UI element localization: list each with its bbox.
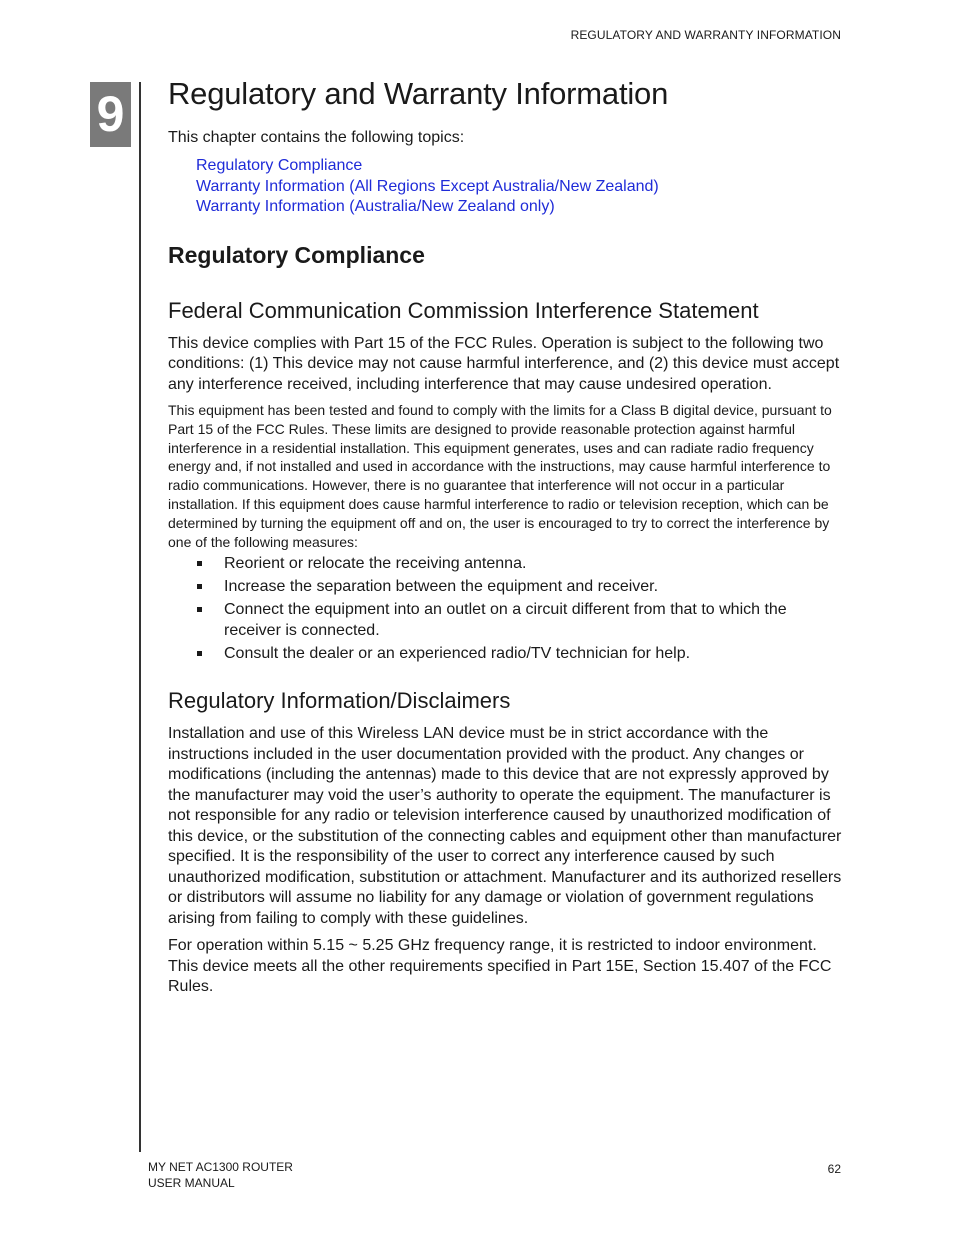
topic-link-warranty-all-regions[interactable]: Warranty Information (All Regions Except Australia/New Zealand) xyxy=(196,177,659,195)
chapter-divider-rule xyxy=(139,82,141,1152)
bullet-square-icon xyxy=(197,607,202,612)
footer-product-name xyxy=(148,1160,293,1191)
frequency-range-paragraph: For operation within 5.15 ~ 5.25 GHz frequency range, it is restricted to indoor environment. This device meets all the other requirements specified in Part 15E, Section 15.407 of the FCC Rules. xyxy=(168,937,832,996)
footer-manual-line: USER MANUAL xyxy=(148,1175,235,1190)
chapter-intro: This chapter contains the following topics: xyxy=(168,129,465,146)
list-item xyxy=(168,600,848,641)
list-item-text: Connect the equipment into an outlet on a circuit different from that to which the receiver is connected. xyxy=(224,601,787,639)
bullet-square-icon xyxy=(197,651,202,656)
bullet-square-icon xyxy=(197,561,202,566)
fcc-paragraph: This device complies with Part 15 of the FCC Rules. Operation is subject to the following two conditions: (1) This device may not cause harmful interference, and (2) this device must accept any interference received, including interference that may cause undesired operation. xyxy=(168,334,840,393)
bullet-square-icon xyxy=(197,584,202,589)
subheading-regulatory-disclaimers: Regulatory Information/Disclaimers xyxy=(168,688,511,714)
list-item-text: Reorient or relocate the receiving antenna. xyxy=(224,555,527,573)
running-header: REGULATORY AND WARRANTY INFORMATION xyxy=(570,28,841,42)
subheading-fcc-statement: Federal Communication Commission Interference Statement xyxy=(168,297,759,323)
list-item-text: Consult the dealer or an experienced radio/TV technician for help. xyxy=(224,644,691,662)
list-item xyxy=(168,577,848,598)
list-item xyxy=(168,554,848,575)
disclaimer-paragraph: Installation and use of this Wireless LAN device must be in strict accordance with the instructions included in the user documentation provided with the product. Any changes or modifications (including the antennas) made to this device that are not expressly approved by the manufacturer may void the user’s authority to operate the equipment. The manufacturer is not responsible for any radio or television interference caused by unauthorized modification of this device, or the substitution of the connecting cables and equipment other than manufacturer specified. It is the responsibility of the user to correct any interference caused by such unauthorized modification, substitution or attachment. Manufacturer and its authorized resellers or distributors will assume no liability for any damage or violation of government regulations arising from failing to comply with these guidelines. xyxy=(168,725,842,927)
topic-link-warranty-australia-nz[interactable]: Warranty Information (Australia/New Zealand only) xyxy=(196,198,555,215)
topic-link-regulatory-compliance[interactable]: Regulatory Compliance xyxy=(196,157,363,174)
list-item-text: Increase the separation between the equipment and receiver. xyxy=(224,578,659,596)
page-number: 62 xyxy=(827,1162,841,1176)
footer-product-line: MY NET AC1300 ROUTER xyxy=(148,1160,293,1174)
topic-list xyxy=(196,156,848,218)
page-title: Regulatory and Warranty Information xyxy=(168,76,669,111)
interference-measures-list xyxy=(168,554,848,664)
chapter-number-badge: 9 xyxy=(90,82,131,147)
fcc-class-b-paragraph: This equipment has been tested and found to comply with the limits for a Class B digital device, pursuant to Part 15 of the FCC Rules. These limits are designed to provide reasonable protection against harmful interference in a residential installation. This equipment generates, uses and can radiate radio frequency energy and, if not installed and used in accordance with the instructions, may cause harmful interference to radio communications. However, there is no guarantee that interference will not occur in a particular installation. If this equipment does cause harmful interference to radio or television reception, which can be determined by turning the equipment off and on, the user is encouraged to try to correct the interference by one of the following measures: xyxy=(168,402,832,550)
section-heading-regulatory-compliance: Regulatory Compliance xyxy=(168,241,425,268)
list-item xyxy=(168,644,848,665)
page-content xyxy=(168,74,848,998)
